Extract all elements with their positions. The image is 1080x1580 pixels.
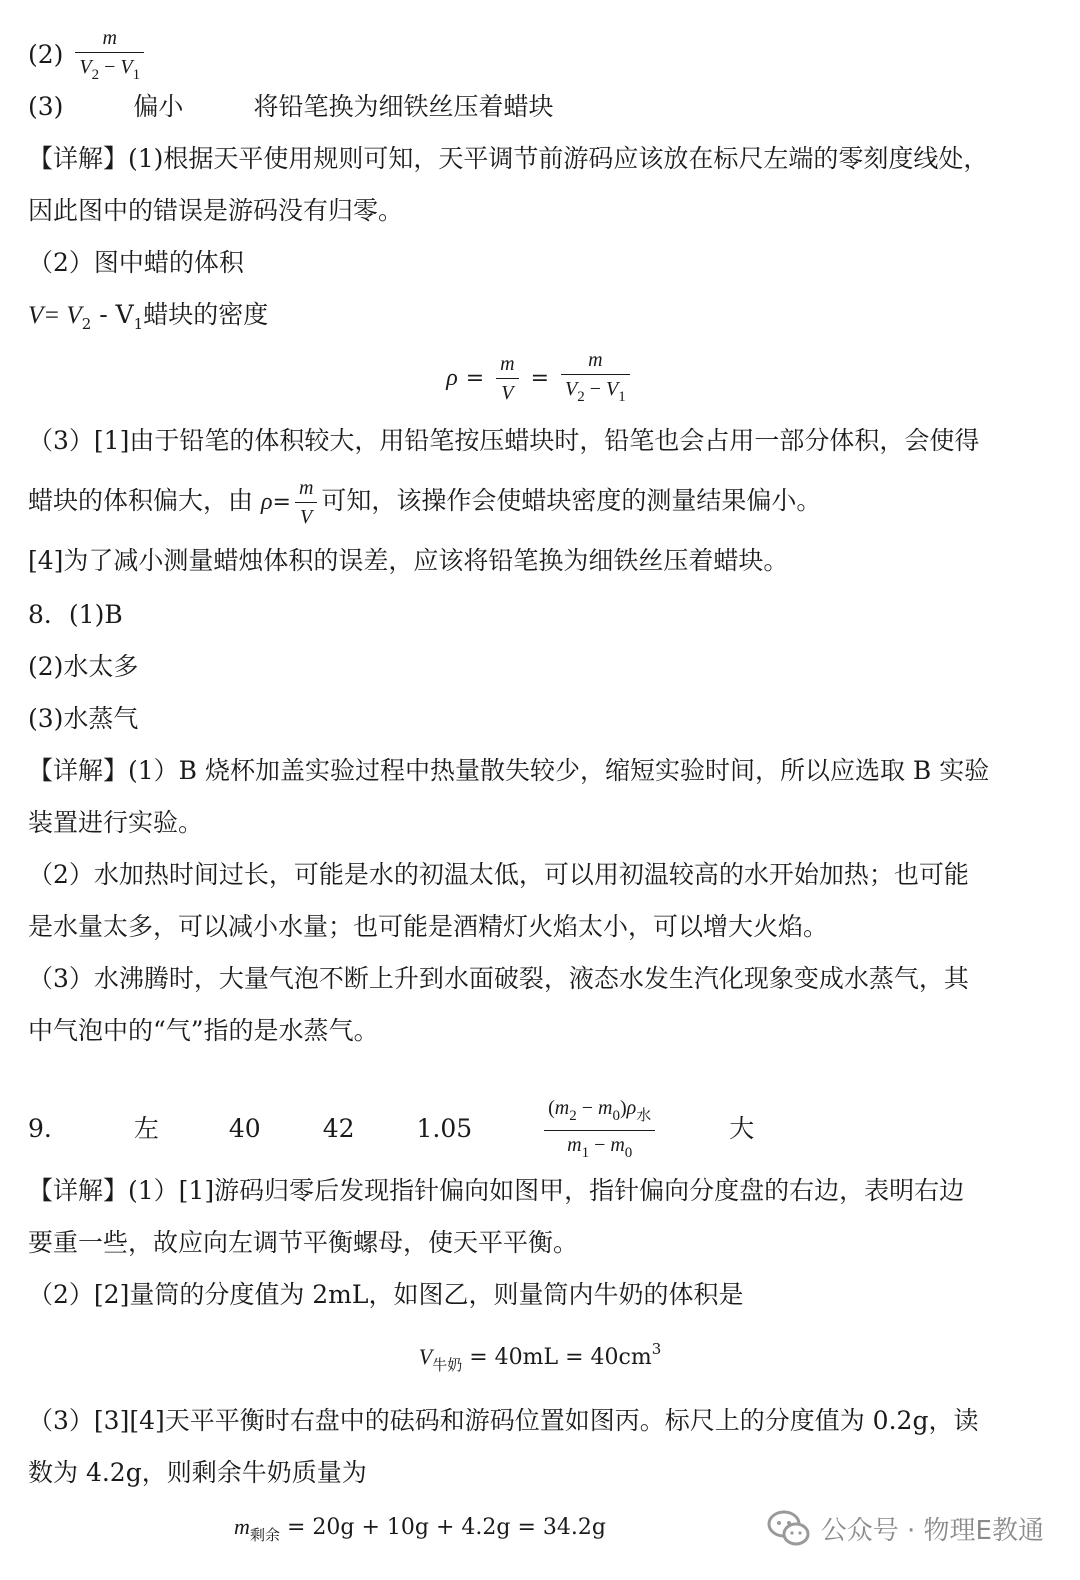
explanation-text: 中气泡中的“气”指的是水蒸气。 xyxy=(28,1016,379,1045)
explanation-text: （2）[2]量筒的分度值为 2mL，如图乙，则量筒内牛奶的体积是 xyxy=(28,1280,744,1309)
explanation-text: 是水量太多，可以减小水量；也可能是酒精灯火焰太小，可以增大火焰。 xyxy=(28,912,829,941)
explanation-text: （2）图中蜡的体积 xyxy=(28,248,244,277)
item-label: (3) xyxy=(28,92,64,121)
density-equation: ρ = $\frac{m}{V}$ = $\frac{m}{V_2 - V_1}$ xyxy=(0,346,1080,411)
fraction-m-over-v2-minus-v1 xyxy=(75,24,144,89)
answer-value: 大 xyxy=(729,1114,755,1143)
answer-8-1: 8．(1)B xyxy=(28,600,123,629)
fraction-m-over-v: $\frac{m}{V}$ xyxy=(496,350,518,407)
volume-equation-line: $V= V_2 - V_1$蜡块的密度 xyxy=(28,300,269,333)
explanation-text: 要重一些，故应向左调节平衡螺母，使天平平衡。 xyxy=(28,1228,579,1257)
denominator: $V_2 - V_1$ xyxy=(79,56,141,83)
explanation-text: 蜡块的体积偏大，由 ρ= $\frac{m}{V}$ 可知，该操作会使蜡块密度的测量结果偏小。 xyxy=(28,474,821,531)
explanation-text: [4]为了减小测量蜡烛体积的误差，应该将铅笔换为细铁丝压着蜡块。 xyxy=(28,546,789,575)
explanation-text: 数为 4.2g，则剩余牛奶质量为 xyxy=(28,1458,367,1487)
watermark-label: 公众号 · 物理E教通 xyxy=(820,1515,1044,1546)
watermark xyxy=(767,1506,1044,1550)
answer-9 xyxy=(28,1094,754,1167)
answer-8-3: (3)水蒸气 xyxy=(28,704,139,733)
answer-value: 偏小 xyxy=(133,92,184,121)
answer-7-2 xyxy=(28,24,148,89)
answer-value: 左 xyxy=(133,1114,159,1143)
fraction-m-over-v2-minus-v1: $\frac{m}{V_2 - V_1}$ xyxy=(561,346,630,411)
item-label: (2) xyxy=(28,40,64,69)
explanation-text: （3）[3][4]天平平衡时右盘中的砝码和游码位置如图丙。标尺上的分度值为 0.2g，读 xyxy=(28,1406,979,1435)
answer-8-2: (2)水太多 xyxy=(28,652,139,681)
milk-volume-equation: $V_{牛奶} = 40mL = 40cm^3$ xyxy=(418,1340,662,1374)
explanation-text: 装置进行实验。 xyxy=(28,808,204,837)
explanation-text: 【详解】(1）B 烧杯加盖实验过程中热量散失较少，缩短实验时间，所以应选取 B 实验 xyxy=(28,756,990,785)
explanation-text: （3）[1]由于铅笔的体积较大，用铅笔按压蜡块时，铅笔也会占用一部分体积，会使得 xyxy=(28,426,980,455)
explanation-text: 因此图中的错误是游码没有归零。 xyxy=(28,196,404,225)
answer-value: 40 xyxy=(228,1114,261,1143)
remaining-mass-equation: $m_{剩余} = 20g + 10g + 4.2g = 34.2g$ xyxy=(234,1514,606,1544)
fraction-density-expression: $\frac{(m_2 - m_0)\rho_水}{m_1 - m_0}$ xyxy=(544,1094,655,1167)
explanation-text: 【详解】(1)根据天平使用规则可知，天平调节前游码应该放在标尺左端的零刻度线处， xyxy=(28,144,989,173)
item-label: 9. xyxy=(28,1114,52,1143)
explanation-text: 【详解】(1）[1]游码归零后发现指针偏向如图甲，指针偏向分度盘的右边，表明右边 xyxy=(28,1176,965,1205)
answer-value: 42 xyxy=(322,1114,355,1143)
numerator: m xyxy=(75,24,144,53)
wechat-official-account-icon xyxy=(767,1508,811,1548)
answer-7-3 xyxy=(28,90,553,124)
answer-value: 1.05 xyxy=(416,1114,473,1143)
explanation-text: （3）水沸腾时，大量气泡不断上升到水面破裂，液态水发生汽化现象变成水蒸气，其 xyxy=(28,964,969,993)
explanation-text: （2）水加热时间过长，可能是水的初温太低，可以用初温较高的水开始加热；也可能 xyxy=(28,860,969,889)
answer-value: 将铅笔换为细铁丝压着蜡块 xyxy=(253,92,554,121)
fraction-m-over-v: $\frac{m}{V}$ xyxy=(295,474,317,531)
